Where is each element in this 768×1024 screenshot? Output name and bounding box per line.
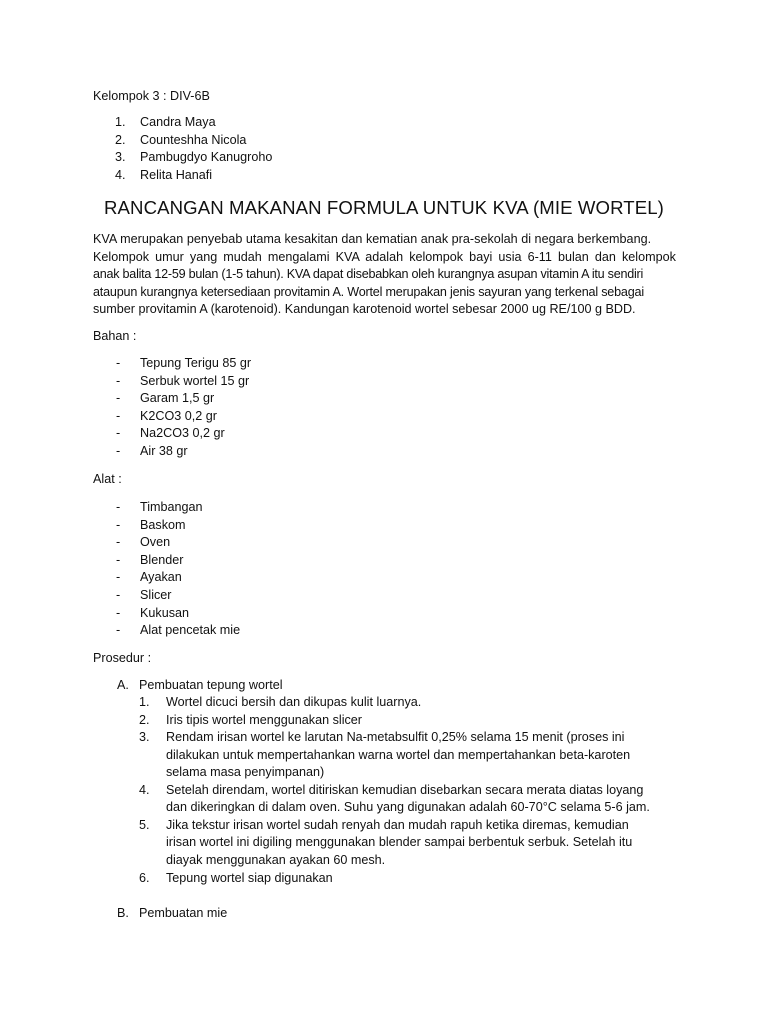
- intro-paragraph: [93, 231, 678, 319]
- intro-line: Kelompok umur yang mudah mengalami KVA adalah kelompok bayi usia 6-11 bulan dan kelompok: [93, 249, 676, 264]
- list-item: [93, 534, 678, 552]
- member-item: [93, 167, 678, 185]
- tool-label: Ayakan: [140, 570, 182, 585]
- member-name: Relita Hanafi: [140, 167, 213, 182]
- bullet-dash: -: [116, 552, 121, 567]
- section-b-marker: B.: [117, 906, 129, 920]
- list-item: [93, 552, 678, 570]
- member-name: Counteshha Nicola: [140, 132, 247, 147]
- bullet-dash: -: [116, 500, 121, 514]
- step-number: 6.: [139, 871, 150, 885]
- list-item: [93, 425, 678, 443]
- ingredient-label: Garam 1,5 gr: [140, 391, 215, 406]
- bahan-list: [93, 355, 678, 461]
- step-text: Wortel dicuci bersih dan dikupas kulit luarnya.: [166, 695, 422, 709]
- bullet-dash: -: [116, 517, 121, 532]
- tool-label: Blender: [140, 552, 184, 567]
- list-item: [93, 373, 678, 391]
- section-b-title: Pembuatan mie: [139, 906, 228, 920]
- step-text: dilakukan untuk mempertahankan warna wortel dan mempertahankan beta-karoten: [166, 748, 631, 762]
- member-number: 2.: [115, 132, 126, 147]
- bullet-dash: -: [116, 391, 121, 406]
- intro-line: KVA merupakan penyebab utama kesakitan dan kematian anak pra-sekolah di negara berkembang.: [93, 232, 652, 246]
- step-text: Iris tipis wortel menggunakan slicer: [166, 713, 362, 727]
- member-number: 3.: [115, 150, 126, 165]
- step-text: diayak menggunakan ayakan 60 mesh.: [166, 853, 386, 867]
- document-title: RANCANGAN MAKANAN FORMULA UNTUK KVA (MIE WORTEL): [104, 197, 664, 218]
- intro-line: ataupun kurangnya ketersediaan provitamin A. Wortel merupakan jenis sayuran yang terkenal sebagai: [93, 284, 644, 299]
- list-item: [93, 499, 678, 517]
- step-text: dan dikeringkan di dalam oven. Suhu yang digunakan adalah 60-70°C selama 5-6 jam.: [166, 800, 650, 814]
- step-number: 3.: [139, 730, 150, 744]
- bullet-dash: -: [116, 443, 121, 458]
- alat-list: [93, 499, 678, 640]
- bullet-dash: -: [116, 623, 121, 638]
- ingredient-label: Serbuk wortel 15 gr: [140, 373, 250, 388]
- member-name: Candra Maya: [140, 115, 216, 129]
- list-item: [93, 517, 678, 535]
- member-number: 1.: [115, 115, 126, 129]
- intro-line: sumber provitamin A (karotenoid). Kandungan karotenoid wortel sebesar 2000 ug RE/100 g BDD.: [93, 302, 636, 317]
- ingredient-label: K2CO3 0,2 gr: [140, 408, 218, 423]
- member-item: [93, 149, 678, 167]
- step-number: 1.: [139, 695, 150, 709]
- prosedur-heading: Prosedur :: [93, 651, 152, 665]
- step-text: Setelah direndam, wortel ditiriskan kemudian disebarkan secara merata diatas loyang: [166, 783, 644, 797]
- bullet-dash: -: [116, 535, 121, 550]
- bullet-dash: -: [116, 570, 121, 585]
- bullet-dash: -: [116, 587, 121, 602]
- bullet-dash: -: [116, 373, 121, 388]
- member-name: Pambugdyo Kanugroho: [140, 150, 273, 165]
- bahan-heading: Bahan :: [93, 329, 137, 343]
- step-number: 2.: [139, 713, 150, 727]
- list-item: [93, 569, 678, 587]
- ingredient-label: Air 38 gr: [140, 443, 188, 458]
- step-text: irisan wortel ini digiling menggunakan blender sampai berbentuk serbuk. Setelah itu: [166, 835, 633, 849]
- group-label: Kelompok 3 : DIV-6B: [93, 89, 210, 103]
- section-a-marker: A.: [117, 678, 129, 692]
- step-number: 5.: [139, 818, 150, 832]
- member-item: [93, 132, 678, 150]
- member-number: 4.: [115, 167, 126, 182]
- list-item: [93, 390, 678, 408]
- member-item: [93, 114, 678, 132]
- list-item: [93, 355, 678, 373]
- intro-line: anak balita 12-59 bulan (1-5 tahun). KVA dapat disebabkan oleh kurangnya asupan vitamin A itu sendiri: [93, 267, 644, 282]
- alat-heading: Alat :: [93, 472, 122, 486]
- bullet-dash: -: [116, 426, 121, 441]
- tool-label: Kukusan: [140, 605, 190, 620]
- step-text: selama masa penyimpanan): [166, 765, 325, 779]
- bullet-dash: -: [116, 605, 121, 620]
- step-text: Rendam irisan wortel ke larutan Na-metabsulfit 0,25% selama 15 menit (proses ini: [166, 730, 625, 744]
- tool-label: Baskom: [140, 517, 186, 532]
- bullet-dash: -: [116, 356, 121, 370]
- tool-label: Alat pencetak mie: [140, 623, 241, 638]
- list-item: [93, 587, 678, 605]
- ingredient-label: Tepung Terigu 85 gr: [140, 356, 252, 370]
- list-item: [93, 605, 678, 623]
- list-item: [93, 408, 678, 426]
- list-item: [93, 622, 678, 640]
- ingredient-label: Na2CO3 0,2 gr: [140, 426, 225, 441]
- bullet-dash: -: [116, 408, 121, 423]
- list-item: [93, 443, 678, 461]
- step-number: 4.: [139, 783, 150, 797]
- step-text: Tepung wortel siap digunakan: [166, 871, 333, 885]
- member-list: [93, 114, 678, 184]
- tool-label: Slicer: [140, 587, 172, 602]
- section-a-title: Pembuatan tepung wortel: [139, 678, 283, 692]
- step-text: Jika tekstur irisan wortel sudah renyah dan mudah rapuh ketika diremas, kemudian: [166, 818, 629, 832]
- tool-label: Timbangan: [140, 500, 203, 514]
- tool-label: Oven: [140, 535, 171, 550]
